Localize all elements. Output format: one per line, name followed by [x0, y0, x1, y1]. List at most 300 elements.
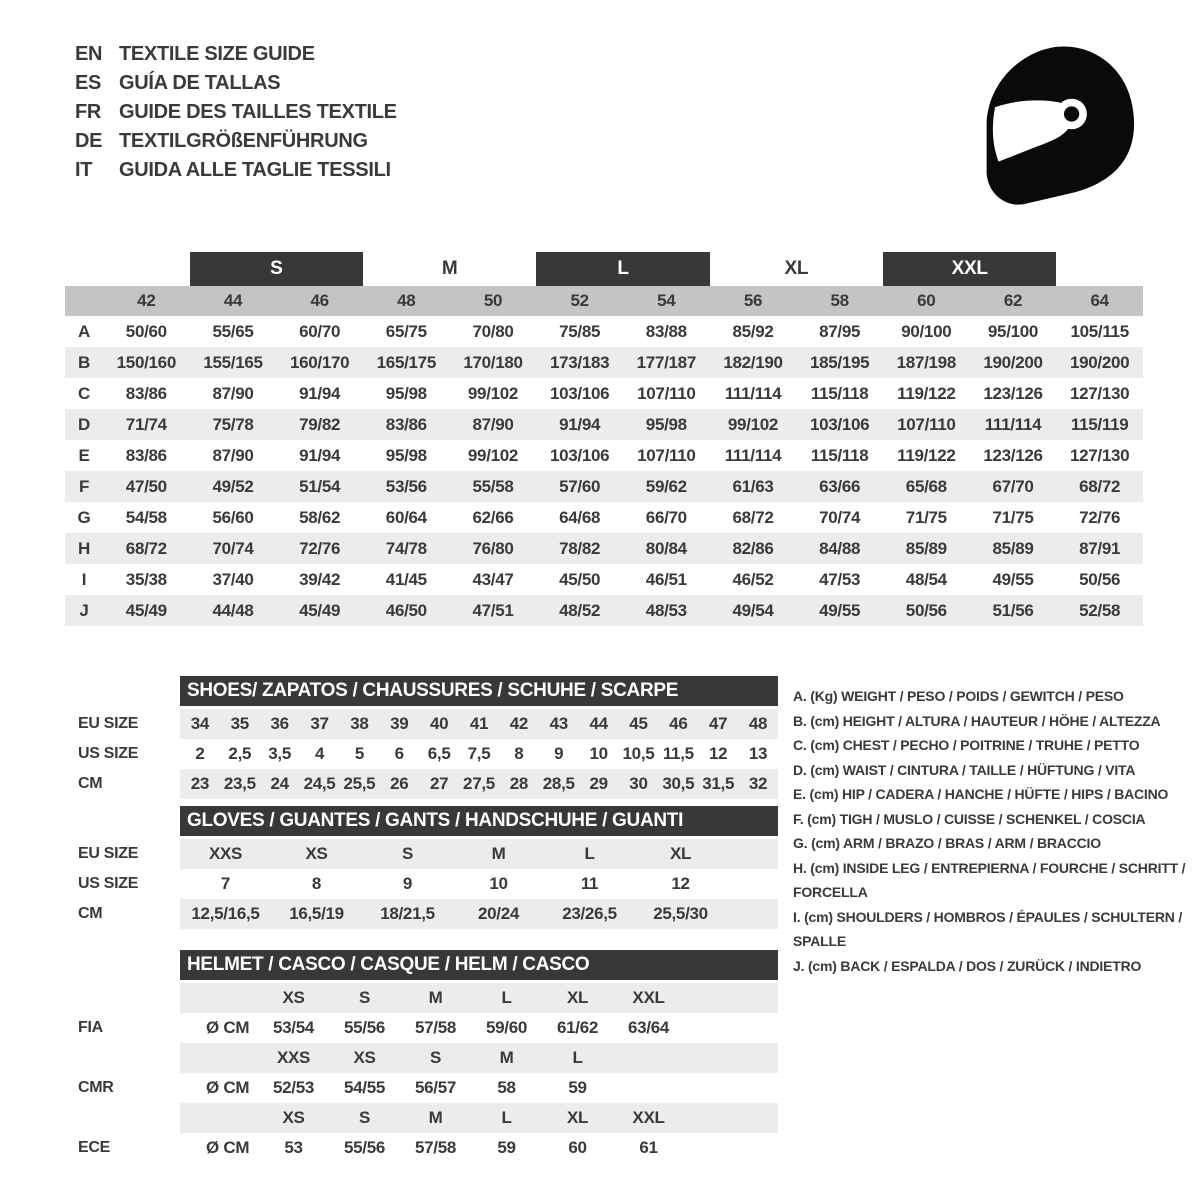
measurement-value: 80/84: [645, 538, 687, 558]
measurement-value: 72/76: [1079, 507, 1121, 527]
helmet-size-label: XL: [566, 988, 589, 1007]
shoes-row-label: EU SIZE: [78, 715, 139, 732]
measurement-value: 107/110: [637, 445, 696, 465]
shoes-value: 28,5: [542, 774, 575, 793]
measurement-value: 70/74: [819, 507, 861, 527]
helmet-size-label: XS: [282, 1108, 305, 1127]
helmet-size-value: 60: [568, 1138, 587, 1157]
helmet-size-value: 55/56: [343, 1018, 386, 1037]
helmet-values: [180, 1013, 778, 1043]
legend-item-D: D. (cm) WAIST / CINTURA / TAILLE / HÜFTUNG / VITA: [793, 761, 1136, 778]
gloves-value: 9: [402, 874, 413, 893]
helmet-values-row-FIA: [65, 1013, 778, 1043]
measurement-value: 65/68: [905, 476, 947, 496]
gloves-table-title: GLOVES / GUANTES / GANTS / HANDSCHUHE / GUANTI: [180, 806, 778, 836]
measurement-value: 155/165: [203, 352, 263, 372]
measurement-value: 105/115: [1070, 321, 1129, 341]
measurement-value: 87/90: [472, 414, 514, 434]
measurement-value: 127/130: [1069, 383, 1130, 403]
shoes-value: 40: [429, 714, 449, 733]
size-column-56: 56: [743, 291, 763, 310]
size-group-M: M: [441, 258, 458, 279]
shoes-value: 30,5: [662, 774, 695, 793]
shoes-value: 2,5: [228, 744, 252, 763]
shoes-value: 28: [509, 774, 529, 793]
gloves-value: 11: [580, 874, 599, 893]
language-label: TEXTILGRÖßENFÜHRUNG: [119, 130, 368, 152]
language-code: IT: [75, 159, 93, 181]
measurement-value: 90/100: [901, 321, 952, 341]
measurement-value: 103/106: [549, 445, 610, 465]
row-letter: C: [78, 383, 90, 403]
shoes-value: 2: [195, 744, 205, 763]
measurement-value: 56/60: [212, 507, 254, 527]
racing-helmet-icon: [973, 30, 1143, 215]
measurement-value: 50/60: [125, 321, 167, 341]
measurement-value: 47/51: [472, 600, 514, 620]
shoes-value: 6,5: [427, 744, 451, 763]
helmet-standard-label: FIA: [78, 1019, 103, 1036]
measurement-row-J: [65, 595, 1143, 626]
language-label: TEXTILE SIZE GUIDE: [119, 43, 315, 65]
measurement-value: 115/119: [1070, 414, 1129, 434]
helmet-size-value: 59/60: [485, 1018, 528, 1037]
helmet-size-value: 59: [568, 1078, 587, 1097]
shoes-value: 23: [190, 774, 210, 793]
shoes-value: 11,5: [662, 744, 694, 763]
measurement-row-C: [65, 378, 1143, 409]
measurement-value: 68/72: [732, 507, 774, 527]
measurement-row-D: [65, 409, 1143, 440]
measurement-value: 103/106: [809, 414, 870, 434]
measurement-value: 75/85: [559, 321, 601, 341]
gloves-value: 16,5/19: [289, 904, 344, 923]
helmet-size-label: XS: [282, 988, 305, 1007]
measurement-value: 65/75: [385, 321, 427, 341]
textile-size-table: [65, 252, 1143, 626]
visor-pivot-inner: [1064, 106, 1079, 121]
measurement-value: 95/98: [385, 445, 427, 465]
language-row: [75, 127, 397, 156]
shoes-value: 24,5: [303, 774, 336, 793]
size-column-64: 64: [1090, 291, 1109, 310]
size-group-row: [65, 252, 1143, 286]
helmet-size-value: 52/53: [272, 1078, 315, 1097]
shoes-value: 44: [589, 714, 608, 733]
shoes-value: 43: [549, 714, 568, 733]
gloves-row-us-size: [65, 869, 778, 899]
helmet-size-label: XL: [566, 1108, 589, 1127]
shoes-value: 4: [314, 744, 325, 763]
helmet-standard-label: ECE: [78, 1139, 110, 1156]
measurement-value: 48/52: [559, 600, 601, 620]
measurement-value: 127/130: [1069, 445, 1130, 465]
helmet-standard-label: CMR: [78, 1079, 114, 1096]
language-label: GUIDE DES TAILLES TEXTILE: [119, 101, 397, 123]
gloves-value: S: [401, 844, 414, 863]
measurement-value: 66/70: [645, 507, 687, 527]
shoes-value: 46: [669, 714, 688, 733]
measurement-value: 45/50: [559, 569, 601, 589]
measurement-value: 52/58: [1079, 600, 1121, 620]
helmet-size-label: M: [499, 1048, 514, 1067]
measurement-value: 58/62: [299, 507, 341, 527]
helmet-size-value: 57/58: [414, 1138, 457, 1157]
measurement-value: 103/106: [549, 383, 610, 403]
shoes-value: 29: [589, 774, 608, 793]
measurement-value: 99/102: [467, 445, 519, 465]
gloves-value: 20/24: [477, 904, 520, 923]
measurement-value: 71/75: [905, 507, 947, 527]
measurement-value: 170/180: [463, 352, 523, 372]
language-code: EN: [75, 43, 103, 65]
shoes-value: 10: [589, 744, 608, 763]
diameter-unit-label: Ø CM: [206, 1018, 250, 1037]
measurement-value: 74/78: [385, 538, 427, 558]
measurement-value: 190/200: [1069, 352, 1130, 372]
row-letter: G: [77, 507, 91, 527]
helmet-size-value: 61: [639, 1138, 658, 1157]
shoes-value: 37: [310, 714, 329, 733]
gloves-value: 25,5/30: [653, 904, 708, 923]
size-number-row: [65, 286, 1143, 316]
measurement-value: 165/175: [376, 352, 436, 372]
gloves-value: XS: [305, 844, 328, 863]
diameter-unit-label: Ø CM: [206, 1078, 250, 1097]
gloves-value: XXS: [208, 844, 243, 863]
measurement-value: 150/160: [116, 352, 176, 372]
size-column-62: 62: [1003, 291, 1023, 310]
size-column-50: 50: [483, 291, 503, 310]
helmet-sizes-row-CMR: [65, 1043, 778, 1073]
helmet-size-label: XS: [353, 1048, 376, 1067]
shoes-value: 42: [509, 714, 529, 733]
legend-item-E: E. (cm) HIP / CADERA / HANCHE / HÜFTE / HIPS / BACINO: [793, 786, 1169, 802]
helmet-size-label: S: [358, 1108, 371, 1127]
measurement-value: 190/200: [983, 352, 1043, 372]
measurement-value: 115/118: [810, 445, 869, 465]
measurement-value: 83/86: [385, 414, 427, 434]
row-letter: F: [78, 476, 90, 496]
shoes-value: 31,5: [702, 774, 735, 793]
helmet-values: [180, 1133, 778, 1163]
helmet-size-value: 61/62: [556, 1018, 599, 1037]
measurement-value: 83/86: [125, 383, 167, 403]
legend-item-B: B. (cm) HEIGHT / ALTURA / HAUTEUR / HÖHE / ALTEZZA: [793, 712, 1161, 729]
helmet-values-row-CMR: [65, 1073, 778, 1103]
gloves-value: 18/21,5: [380, 904, 435, 923]
shoes-value: 38: [350, 714, 369, 733]
row-letter: A: [78, 321, 90, 341]
measurement-value: 83/86: [125, 445, 167, 465]
measurement-value: 68/72: [1079, 476, 1121, 496]
measurement-value: 83/88: [645, 321, 687, 341]
helmet-sizes: [180, 1103, 778, 1133]
gloves-values: [180, 839, 778, 869]
shoes-value: 12: [709, 744, 728, 763]
measurement-value: 91/94: [299, 383, 341, 403]
gloves-value: 10: [489, 874, 508, 893]
measurement-value: 71/75: [992, 507, 1034, 527]
measurement-value: 182/190: [723, 352, 783, 372]
measurement-value: 55/58: [472, 476, 514, 496]
measurement-value: 55/65: [212, 321, 254, 341]
measurement-value: 79/82: [299, 414, 341, 434]
shoes-value: 5: [354, 744, 364, 763]
measurement-value: 62/66: [472, 507, 514, 527]
language-label: GUIDA ALLE TAGLIE TESSILI: [119, 159, 391, 181]
shoes-row-cm: [65, 769, 778, 799]
gloves-value: 8: [311, 874, 322, 893]
gloves-row-eu-size: [65, 839, 778, 869]
helmet-size-value: 58: [497, 1078, 516, 1097]
measurement-value: 107/110: [637, 383, 696, 403]
measurement-value: 84/88: [819, 538, 861, 558]
measurement-value: 72/76: [299, 538, 341, 558]
helmet-size-label: S: [358, 988, 371, 1007]
legend-item-J: J. (cm) BACK / ESPALDA / DOS / ZURÜCK / INDIETRO: [793, 957, 1142, 974]
language-code: FR: [75, 101, 102, 123]
helmet-sizes: [180, 1043, 778, 1073]
measurement-value: 115/118: [810, 383, 869, 403]
language-row: [75, 40, 397, 69]
measurement-value: 85/89: [905, 538, 947, 558]
measurement-value: 63/66: [819, 476, 861, 496]
measurement-value: 70/80: [472, 321, 514, 341]
measurement-value: 75/78: [212, 414, 254, 434]
measurement-value: 99/102: [467, 383, 519, 403]
shoes-value: 30: [629, 774, 648, 793]
language-row: [75, 69, 397, 98]
row-letter: H: [78, 538, 90, 558]
measurement-value: 123/126: [983, 383, 1043, 403]
measurement-value: 177/187: [636, 352, 696, 372]
legend-item-A: A. (Kg) WEIGHT / PESO / POIDS / GEWITCH / PESO: [793, 688, 1124, 704]
measurement-row-E: [65, 440, 1143, 471]
measurement-value: 71/74: [125, 414, 167, 434]
measurement-value: 41/45: [385, 569, 427, 589]
measurement-value: 70/74: [212, 538, 254, 558]
gloves-value: 7: [220, 874, 231, 893]
measurement-value: 49/54: [732, 600, 774, 620]
helmet-sizes-spacer: [65, 1103, 180, 1133]
measurement-value: 39/42: [299, 569, 341, 589]
legend-item-H: H. (cm) INSIDE LEG / ENTREPIERNA / FOURCHE / SCHRITT / FORCELLA: [793, 859, 1186, 900]
measurement-legend: [793, 684, 1189, 978]
helmet-size-value: 57/58: [414, 1018, 457, 1037]
shoes-value: 32: [748, 774, 768, 793]
shoes-values: [180, 769, 778, 799]
gloves-row-label: CM: [78, 905, 103, 922]
measurement-value: 99/102: [727, 414, 779, 434]
measurement-value: 111/114: [724, 445, 782, 465]
measurement-value: 48/53: [645, 600, 687, 620]
measurement-row-I: [65, 564, 1143, 595]
measurement-value: 47/53: [819, 569, 861, 589]
size-column-60: 60: [917, 291, 936, 310]
language-code: ES: [75, 72, 102, 94]
legend-item-I: I. (cm) SHOULDERS / HOMBROS / ÉPAULES / SCHULTERN / SPALLE: [793, 908, 1183, 949]
measurement-row-F: [65, 471, 1143, 502]
helmet-sizes-row-FIA: [65, 983, 778, 1013]
row-letter: J: [79, 600, 89, 620]
measurement-value: 64/68: [559, 507, 601, 527]
size-group-XL: XL: [784, 258, 809, 279]
language-label: GUÍA DE TALLAS: [119, 72, 281, 94]
helmet-size-label: XXS: [276, 1048, 311, 1067]
shoes-value: 27: [429, 774, 449, 793]
helmet-size-value: 53: [284, 1138, 303, 1157]
measurement-value: 87/95: [819, 321, 861, 341]
measurement-value: 44/48: [212, 600, 254, 620]
shoes-value: 7,5: [467, 744, 491, 763]
gloves-value: 12,5/16,5: [191, 904, 260, 923]
row-letter: B: [78, 352, 90, 372]
shoes-value: 39: [390, 714, 409, 733]
measurement-value: 51/54: [299, 476, 341, 496]
language-code: DE: [75, 130, 103, 152]
gloves-row-label: US SIZE: [78, 875, 139, 892]
helmet-size-label: L: [572, 1048, 583, 1067]
language-row: [75, 156, 397, 185]
shoes-value: 9: [554, 744, 564, 763]
measurement-value: 60/64: [385, 507, 427, 527]
measurement-value: 87/90: [212, 383, 254, 403]
measurement-value: 53/56: [385, 476, 427, 496]
gloves-row-cm: [65, 899, 778, 929]
gloves-value: L: [584, 844, 595, 863]
measurement-rows: [65, 316, 1143, 626]
helmet-size-value: 63/64: [627, 1018, 670, 1037]
helmet-size-value: 55/56: [343, 1138, 386, 1157]
helmet-size-value: 54/55: [343, 1078, 386, 1097]
measurement-value: 85/92: [732, 321, 774, 341]
shoes-value: 35: [230, 714, 249, 733]
row-letter: E: [78, 445, 90, 465]
language-list: [75, 40, 397, 185]
measurement-value: 82/86: [732, 538, 774, 558]
shoes-table: [65, 676, 778, 799]
size-column-52: 52: [570, 291, 589, 310]
size-column-46: 46: [310, 291, 329, 310]
measurement-row-H: [65, 533, 1143, 564]
helmet-table: [65, 950, 778, 1163]
measurement-value: 91/94: [559, 414, 601, 434]
gloves-value: 23/26,5: [562, 904, 617, 923]
helmet-sizes-spacer: [65, 983, 180, 1013]
row-letter: D: [78, 414, 90, 434]
gloves-values: [180, 899, 778, 929]
shoes-value: 25,5: [343, 774, 376, 793]
measurement-value: 123/126: [983, 445, 1043, 465]
shoes-row-us-size: [65, 739, 778, 769]
shoes-value: 26: [390, 774, 409, 793]
size-group-XXL: XXL: [883, 252, 1056, 286]
measurement-value: 59/62: [645, 476, 687, 496]
helmet-sizes: [180, 983, 778, 1013]
measurement-value: 111/114: [724, 383, 782, 403]
measurement-value: 50/56: [905, 600, 947, 620]
helmet-size-label: S: [429, 1048, 442, 1067]
helmet-size-label: XXL: [632, 1108, 665, 1127]
measurement-value: 46/52: [732, 569, 774, 589]
measurement-value: 57/60: [559, 476, 601, 496]
measurement-value: 87/91: [1079, 538, 1121, 558]
measurement-value: 48/54: [905, 569, 947, 589]
measurement-value: 37/40: [212, 569, 254, 589]
shoes-value: 41: [469, 714, 489, 733]
helmet-values-row-ECE: [65, 1133, 778, 1163]
measurement-value: 107/110: [897, 414, 956, 434]
measurement-value: 50/56: [1079, 569, 1121, 589]
measurement-row-B: [65, 347, 1143, 378]
shoes-row-label: US SIZE: [78, 745, 139, 762]
measurement-value: 54/58: [125, 507, 167, 527]
shoes-value: 10,5: [622, 744, 655, 763]
helmet-size-value: 59: [497, 1138, 516, 1157]
size-column-44: 44: [223, 291, 243, 310]
measurement-value: 60/70: [299, 321, 341, 341]
measurement-value: 78/82: [559, 538, 601, 558]
shoes-value: 13: [748, 744, 768, 763]
diameter-unit-label: Ø CM: [206, 1138, 250, 1157]
shoes-value: 47: [709, 714, 728, 733]
helmet-size-label: M: [428, 1108, 443, 1127]
measurement-value: 35/38: [125, 569, 167, 589]
shoes-values: [180, 739, 778, 769]
shoes-value: 36: [270, 714, 289, 733]
gloves-value: 12: [671, 874, 690, 893]
shoes-value: 6: [394, 744, 404, 763]
size-group-L: L: [536, 252, 709, 286]
helmet-sizes-row-ECE: [65, 1103, 778, 1133]
gloves-row-label: EU SIZE: [78, 845, 139, 862]
shoes-value: 45: [629, 714, 648, 733]
measurement-value: 187/198: [896, 352, 956, 372]
gloves-value: XL: [669, 844, 692, 863]
helmet-size-label: M: [428, 988, 443, 1007]
shoes-value: 27,5: [463, 774, 495, 793]
shoes-value: 8: [514, 744, 524, 763]
measurement-value: 68/72: [125, 538, 167, 558]
measurement-row-G: [65, 502, 1143, 533]
gloves-values: [180, 869, 778, 899]
shoes-row-label: CM: [78, 775, 103, 792]
shoes-values: [180, 709, 778, 739]
size-group-S: S: [190, 252, 363, 286]
measurement-value: 119/122: [897, 445, 956, 465]
size-column-58: 58: [830, 291, 849, 310]
helmet-size-value: 53/54: [272, 1018, 315, 1037]
row-letter: I: [81, 569, 87, 589]
measurement-value: 85/89: [992, 538, 1034, 558]
measurement-value: 119/122: [897, 383, 956, 403]
helmet-sizes-spacer: [65, 1043, 180, 1073]
measurement-value: 46/50: [385, 600, 427, 620]
measurement-value: 185/195: [809, 352, 870, 372]
helmet-size-label: L: [501, 1108, 512, 1127]
measurement-value: 49/55: [992, 569, 1034, 589]
measurement-value: 95/98: [645, 414, 687, 434]
size-column-48: 48: [397, 291, 416, 310]
measurement-value: 45/49: [299, 600, 341, 620]
measurement-value: 95/98: [385, 383, 427, 403]
measurement-value: 67/70: [992, 476, 1034, 496]
measurement-value: 49/55: [819, 600, 861, 620]
measurement-value: 43/47: [472, 569, 514, 589]
helmet-table-title: HELMET / CASCO / CASQUE / HELM / CASCO: [180, 950, 778, 980]
measurement-value: 46/51: [645, 569, 687, 589]
